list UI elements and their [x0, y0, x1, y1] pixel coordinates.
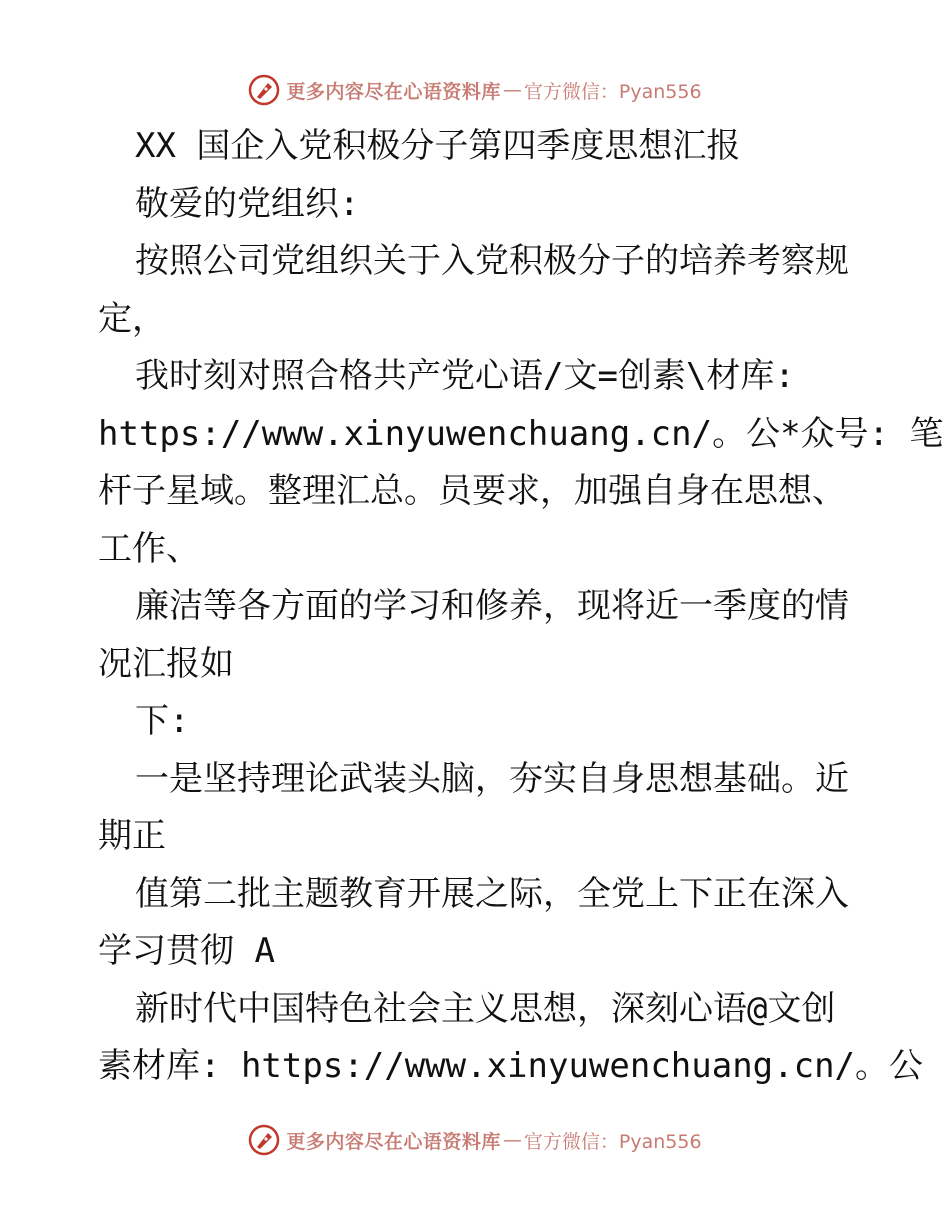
document-line: 廉洁等各方面的学习和修养，现将近一季度的情: [135, 586, 849, 626]
document-line: 期正: [98, 816, 166, 856]
document-line: 学习贯彻 A: [98, 931, 275, 971]
document-line: XX 国企入党积极分子第四季度思想汇报: [135, 126, 741, 166]
watermark-header: [0, 70, 950, 110]
watermark-wechat: 官方微信：Pyan556: [523, 1130, 702, 1153]
watermark-footer: [0, 1120, 950, 1160]
document-line: 下:: [135, 701, 190, 741]
document-line: 一是坚持理论武装头脑，夯实自身思想基础。近: [135, 758, 849, 799]
watermark-separator: —: [502, 79, 522, 101]
pen-nib-logo-icon: [248, 1124, 280, 1156]
watermark-separator: —: [502, 1129, 522, 1151]
document-line: 值第二批主题教育开展之际，全党上下正在深入: [135, 873, 849, 914]
document-body: [98, 118, 944, 1096]
document-line: 杆子星域。整理汇总。员要求，加强自身在思想、: [98, 471, 846, 511]
document-line: 按照公司党组织关于入党积极分子的培养考察规: [135, 241, 849, 281]
document-line: 工作、: [98, 528, 200, 569]
document-line: 素材库: https://www.xinyuwenchuang.cn/。公: [98, 1046, 924, 1086]
document-line: 我时刻对照合格共产党心语/文=创素\材库:: [135, 356, 795, 396]
document-line: 敬爱的党组织:: [135, 183, 360, 224]
document-line: https://www.xinyuwenchuang.cn/。公*众号: 笔: [98, 413, 944, 454]
document-line: 况汇报如: [98, 643, 234, 684]
watermark-text: 更多内容尽在心语资料库: [286, 80, 501, 103]
document-line: 新时代中国特色社会主义思想，深刻心语@文创: [135, 988, 836, 1029]
watermark-wechat: 官方微信：Pyan556: [523, 80, 702, 103]
pen-nib-logo-icon: [248, 74, 280, 106]
document-line: 定，: [98, 298, 166, 339]
watermark-text: 更多内容尽在心语资料库: [286, 1130, 501, 1153]
